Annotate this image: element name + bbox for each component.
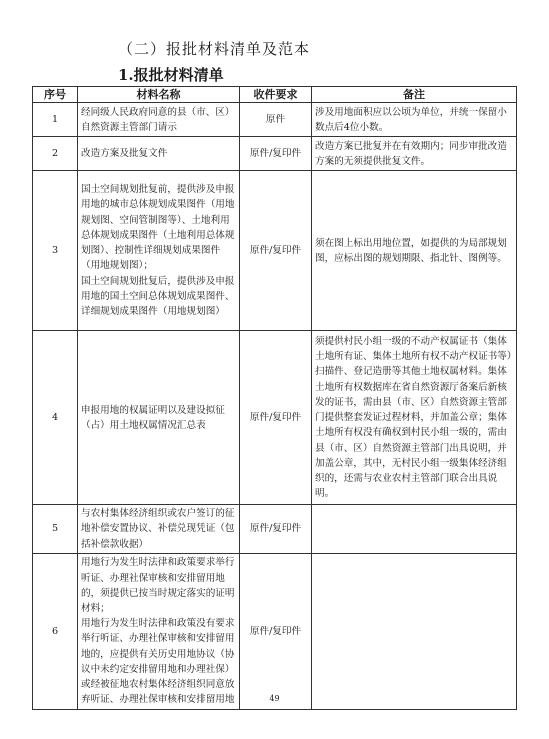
row-note: 须提供村民小组一级的不动产权属证书（集体土地所有证、集体土地所有权不动产权证书等）扫描件、登记造册等其他土地权属材料。集体土地所有权数据库在省自然资源厅备案后新核发的证书，需由县（市、区）自然资源主管部门提供整套发证过程材料，并加盖公章；集体土地所有权没有确权到村民小组一级的，需由县（市、区）自然资源主管部门出具说明，并加盖公章，其中，无村民小组一级集体经济组织的，还需与农业农村主管部门联合出具说明。 (312, 331, 517, 505)
materials-table (32, 86, 517, 710)
row-note (312, 553, 517, 709)
header-no: 序号 (33, 87, 78, 103)
row-requirement: 原件/复印件 (240, 553, 312, 709)
row-no: 2 (33, 137, 78, 171)
row-requirement: 原件/复印件 (240, 505, 312, 554)
row-requirement: 原件/复印件 (240, 137, 312, 171)
table-row (33, 137, 517, 171)
row-name: 国土空间规划批复前，提供涉及申报用地的城市总体规划成果图件（用地规划图、空间管制图等）、土地利用总体规划成果图件（土地利用总体规划图）、控制性详细规划成果图件（用地规划图）； 国土空间规划批复后，提供涉及申报用地的国土空间总体规划成果图件、详细规划成果图件（用地规划图） (78, 171, 240, 331)
table-row (33, 331, 517, 505)
row-no: 6 (33, 553, 78, 709)
row-requirement: 原件/复印件 (240, 171, 312, 331)
row-no: 4 (33, 331, 78, 505)
header-requirement: 收件要求 (240, 87, 312, 103)
row-no: 1 (33, 103, 78, 137)
table-row (33, 505, 517, 554)
row-note: 涉及用地面积应以公顷为单位，并统一保留小数点后4位小数。 (312, 103, 517, 137)
header-note: 备注 (312, 87, 517, 103)
table-header-row (33, 87, 517, 103)
row-name: 申报用地的权属证明以及建设拟征（占）用土地权属情况汇总表 (78, 331, 240, 505)
row-name: 经同级人民政府同意的县（市、区）自然资源主管部门请示 (78, 103, 240, 137)
row-note: 须在图上标出用地位置，如提供的为局部规划图，应标出图的规划期限、指北针、图例等。 (312, 171, 517, 331)
row-no: 5 (33, 505, 78, 554)
table-row (33, 553, 517, 709)
row-name: 用地行为发生时法律和政策要求举行听证、办理社保审核和安排留用地的，须提供已按当时规定落实的证明材料； 用地行为发生时法律和政策没有要求举行听证、办理社保审核和安排留用地的，应提供有关历史用地协议（协议中未约定安排留用地和办理社保）或经被征地农村集体经济组织同意放弃听证、办理社保审核和安排留用地 (78, 553, 240, 709)
section-title: （二）报批材料清单及范本 (118, 40, 311, 58)
row-no: 3 (33, 171, 78, 331)
row-note (312, 505, 517, 554)
page-number: 49 (269, 694, 280, 703)
sub-title: 1.报批材料清单 (118, 66, 224, 84)
table-row (33, 171, 517, 331)
row-requirement: 原件 (240, 103, 312, 137)
row-name: 与农村集体经济组织或农户签订的征地补偿安置协议、补偿兑现凭证（包括补偿款收据） (78, 505, 240, 554)
row-name: 改造方案及批复文件 (78, 137, 240, 171)
row-note: 改造方案已批复并在有效期内；同步审批改造方案的无须提供批复文件。 (312, 137, 517, 171)
header-name: 材料名称 (78, 87, 240, 103)
table-row (33, 103, 517, 137)
row-requirement: 原件/复印件 (240, 331, 312, 505)
